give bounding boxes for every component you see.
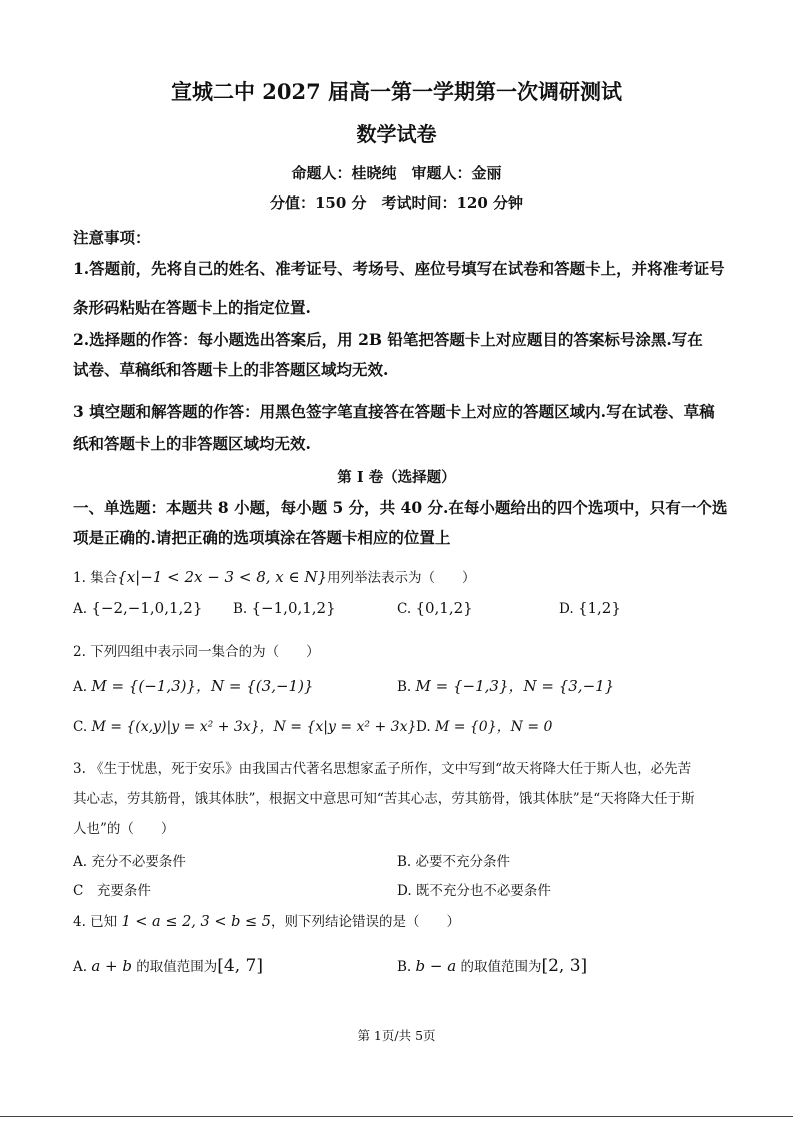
option-value: M = {(x,y)|y = x² + 3x}，N = {x|y = x² + 3x} [91, 719, 417, 735]
question-3-line-2: 其心志，劳其筋骨，饿其体肤”，根据文中意思可知“苦其心志，劳其筋骨，饿其体肤”是“天将降大任于斯 [73, 791, 695, 807]
option-label: A. [73, 959, 88, 975]
option-value: {1,2} [577, 599, 621, 617]
option-label: B. [397, 959, 412, 975]
question-3-option-a: A. 充分不必要条件 [73, 854, 186, 870]
question-4-stem [73, 910, 460, 930]
question-3-line-3: 人也”的（ ） [73, 821, 175, 837]
question-1-prefix: 1. 集合 [73, 570, 118, 586]
exam-authors: 命题人：桂晓纯 审题人：金丽 [291, 164, 502, 182]
question-1-stem [73, 566, 476, 586]
question-1-set: {x|−1 < 2x − 3 < 8, x ∈ N} [117, 568, 328, 586]
question-1-suffix: 用列举法表示为（ ） [327, 570, 476, 586]
option-value: {−2,−1,0,1,2} [91, 599, 203, 617]
option-value: M = {(−1,3)}，N = {(3,−1)} [91, 677, 314, 695]
question-3-line-1: 3. 《生于忧患，死于安乐》由我国古代著名思想家孟子所作，文中写到“故天将降大任于斯人也，必先苦 [73, 761, 692, 777]
option-value: M = {−1,3}，N = {3,−1} [415, 677, 615, 695]
notice-item-1-line-2: 条形码粘贴在答题卡上的指定位置. [73, 298, 311, 317]
notice-item-3-line-1: 3 填空题和解答题的作答：用黑色签字笔直接答在答题卡上对应的答题区域内.写在试卷、草稿 [73, 402, 715, 421]
option-label: D. [559, 601, 574, 617]
option-value: {−1,0,1,2} [251, 599, 336, 617]
page-bottom-divider [0, 1116, 793, 1117]
question-2-option-b [397, 675, 614, 696]
question-1-option-a [73, 599, 202, 617]
section-title: 第 I 卷（选择题） [337, 469, 456, 486]
option-label: A. [73, 679, 88, 695]
section-intro-line-2: 项是正确的.请把正确的选项填涂在答题卡相应的位置上 [73, 528, 451, 547]
option-range: [4, 7] [217, 956, 264, 976]
option-label: A. [73, 601, 88, 617]
question-3-option-b: B. 必要不充分条件 [397, 854, 511, 870]
option-label: B. [233, 601, 248, 617]
option-expression: b − a [415, 957, 457, 975]
exam-subtitle: 数学试卷 [356, 122, 437, 146]
question-4-option-a [73, 955, 263, 976]
notice-item-3-line-2: 纸和答题卡上的非答题区域均无效. [73, 434, 311, 453]
exam-score-time: 分值：150 分 考试时间：120 分钟 [269, 194, 524, 212]
exam-title: 宣城二中 2027 届高一第一学期第一次调研测试 [170, 79, 623, 104]
section-intro-line-1: 一、单选题：本题共 8 小题，每小题 5 分，共 40 分.在每小题给出的四个选项中，只有一个选 [73, 498, 728, 517]
question-4-option-b [397, 955, 587, 976]
question-4-prefix: 4. 已知 [73, 914, 118, 930]
question-3-option-d: D. 既不充分也不必要条件 [397, 883, 551, 899]
page-number: 第 1页/共 5页 [357, 1028, 436, 1043]
option-text: 的取值范围为 [136, 959, 218, 975]
notice-heading: 注意事项： [73, 228, 151, 247]
question-2-option-c [73, 716, 416, 736]
question-2-option-d [416, 716, 552, 736]
question-2-stem: 2. 下列四组中表示同一集合的为（ ） [73, 644, 320, 660]
option-label: C. [397, 601, 412, 617]
option-expression: a + b [91, 957, 132, 975]
option-value: {0,1,2} [415, 599, 473, 617]
option-range: [2, 3] [541, 956, 588, 976]
option-label: B. [397, 679, 412, 695]
question-1-option-b [233, 599, 336, 617]
question-3-option-c: C 充要条件 [73, 883, 151, 899]
notice-item-1-line-1: 1.答题前，先将自己的姓名、准考证号、考场号、座位号填写在试卷和答题卡上，并将准考证号 [73, 259, 725, 278]
option-label: C. [73, 719, 88, 735]
question-4-condition: 1 < a ≤ 2, 3 < b ≤ 5 [121, 914, 271, 930]
notice-item-2-line-2: 试卷、草稿纸和答题卡上的非答题区域均无效. [73, 360, 389, 379]
question-4-suffix: ，则下列结论错误的是（ ） [271, 914, 460, 930]
question-2-option-a [73, 675, 313, 696]
option-value: M = {0}，N = 0 [434, 719, 553, 735]
question-1-option-d [559, 599, 621, 617]
option-label: D. [416, 719, 431, 735]
question-1-option-c [397, 599, 473, 617]
notice-item-2-line-1: 2.选择题的作答：每小题选出答案后，用 2B 铅笔把答题卡上对应题目的答案标号涂黑.写在 [73, 330, 703, 349]
option-text: 的取值范围为 [460, 959, 542, 975]
